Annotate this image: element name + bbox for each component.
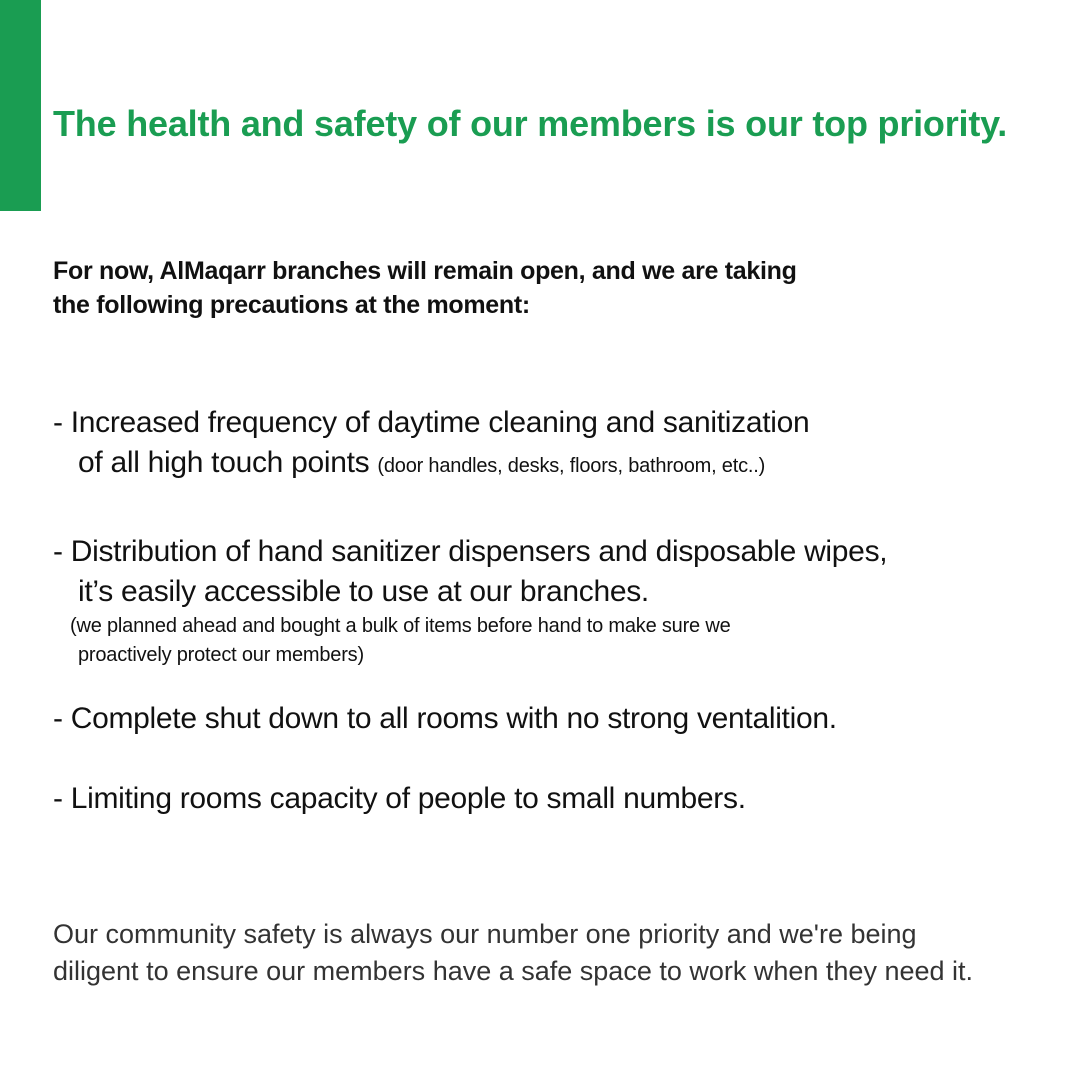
precaution-1-detail: (door handles, desks, floors, bathroom, etc..) [377, 455, 766, 477]
intro-line-1: For now, AlMaqarr branches will remain open, and we are taking [53, 257, 797, 285]
precaution-item-cleaning [53, 403, 809, 486]
closing-paragraph [53, 916, 973, 990]
precaution-2-line-1: - Distribution of hand sanitizer dispensers and disposable wipes, [53, 535, 888, 568]
closing-line-1: Our community safety is always our number one priority and we're being [53, 919, 917, 949]
intro-paragraph [53, 254, 953, 322]
precaution-2-note-line-2: proactively protect our members) [78, 644, 364, 666]
precaution-1-line-1: - Increased frequency of daytime cleaning and sanitization [53, 406, 810, 439]
precaution-3-line-1: - Complete shut down to all rooms with no strong ventalition. [53, 702, 837, 735]
closing-line-2: diligent to ensure our members have a safe space to work when they need it. [53, 956, 974, 986]
precaution-2-line-2: it’s easily accessible to use at our branches. [78, 575, 649, 608]
page-title: The health and safety of our members is our top priority. [53, 103, 1008, 144]
accent-bar [0, 0, 41, 211]
precaution-1-line-2-text: of all high touch points [78, 446, 370, 479]
precaution-4-line-1: - Limiting rooms capacity of people to small numbers. [53, 782, 746, 815]
precaution-1-line-2 [53, 443, 809, 486]
precaution-item-capacity [53, 779, 746, 819]
precaution-item-sanitizer [53, 532, 887, 670]
precaution-2-note [53, 612, 887, 670]
precaution-item-shutdown [53, 699, 837, 739]
intro-line-2: the following precautions at the moment: [53, 291, 530, 319]
precaution-2-note-line-1: (we planned ahead and bought a bulk of items before hand to make sure we [70, 615, 731, 637]
